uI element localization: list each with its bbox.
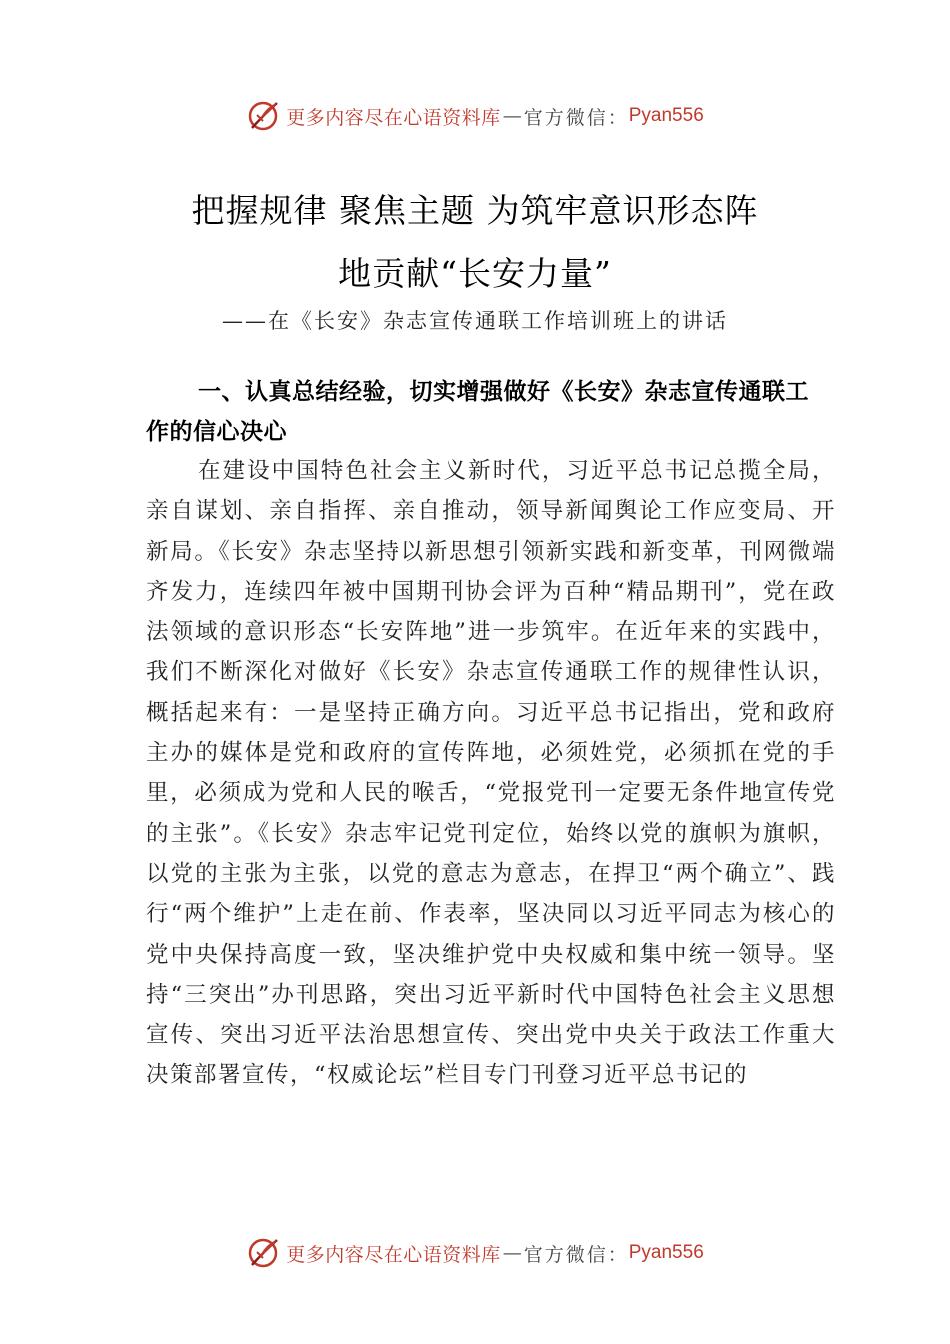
- banner-separator: —: [502, 105, 522, 127]
- banner-brand-text: 更多内容尽在心语资料库: [286, 1243, 501, 1266]
- banner-wechat-label: 官方微信：: [523, 106, 629, 129]
- banner-wechat-id: Pyan556: [628, 105, 704, 126]
- banner-separator: —: [502, 1242, 522, 1264]
- section-heading: 一、认真总结经验，切实增强做好《长安》杂志宣传通联工作的信心决心: [146, 379, 809, 445]
- document-title-line1: 把握规律 聚焦主题 为筑牢意识形态阵: [191, 191, 759, 230]
- header-banner: [0, 96, 950, 136]
- banner-wechat-id: Pyan556: [628, 1242, 704, 1263]
- body-paragraph: 在建设中国特色社会主义新时代，习近平总书记总揽全局，亲自谋划、亲自指挥、亲自推动，领导新闻舆论工作应变局、开新局。《长安》杂志坚持以新思想引领新实践和新变革，刊网微端齐发力，连续四年被中国期刊协会评为百种“精品期刊”，党在政法领域的意识形态“长安阵地”进一步筑牢。在近年来的实践中，我们不断深化对做好《长安》杂志宣传通联工作的规律性认识，概括起来有：一是坚持正确方向。习近平总书记指出，党和政府主办的媒体是党和政府的宣传阵地，必须姓党，必须抓在党的手里，必须成为党和人民的喉舌，“党报党刊一定要无条件地宣传党的主张”。《长安》杂志牢记党刊定位，始终以党的旗帜为旗帜，以党的主张为主张，以党的意志为意志，在捍卫“两个确立”、践行“两个维护”上走在前、作表率，坚决同以习近平同志为核心的党中央保持高度一致，坚决维护党中央权威和集中统一领导。坚持“三突出”办刊思路，突出习近平新时代中国特色社会主义思想宣传、突出习近平法治思想宣传、突出党中央关于政法工作重大决策部署宣传，“权威论坛”栏目专门刊登习近平总书记的: [146, 458, 836, 1089]
- footer-banner: [0, 1233, 950, 1273]
- document-title-line2: 地贡献“长安力量”: [338, 254, 612, 293]
- feather-quill-logo-icon: [246, 1236, 280, 1270]
- feather-quill-logo-icon: [246, 99, 280, 133]
- banner-wechat-label: 官方微信：: [523, 1243, 629, 1266]
- banner-brand-text: 更多内容尽在心语资料库: [286, 106, 501, 129]
- document-subtitle: ——在《长安》杂志宣传通联工作培训班上的讲话: [222, 309, 728, 333]
